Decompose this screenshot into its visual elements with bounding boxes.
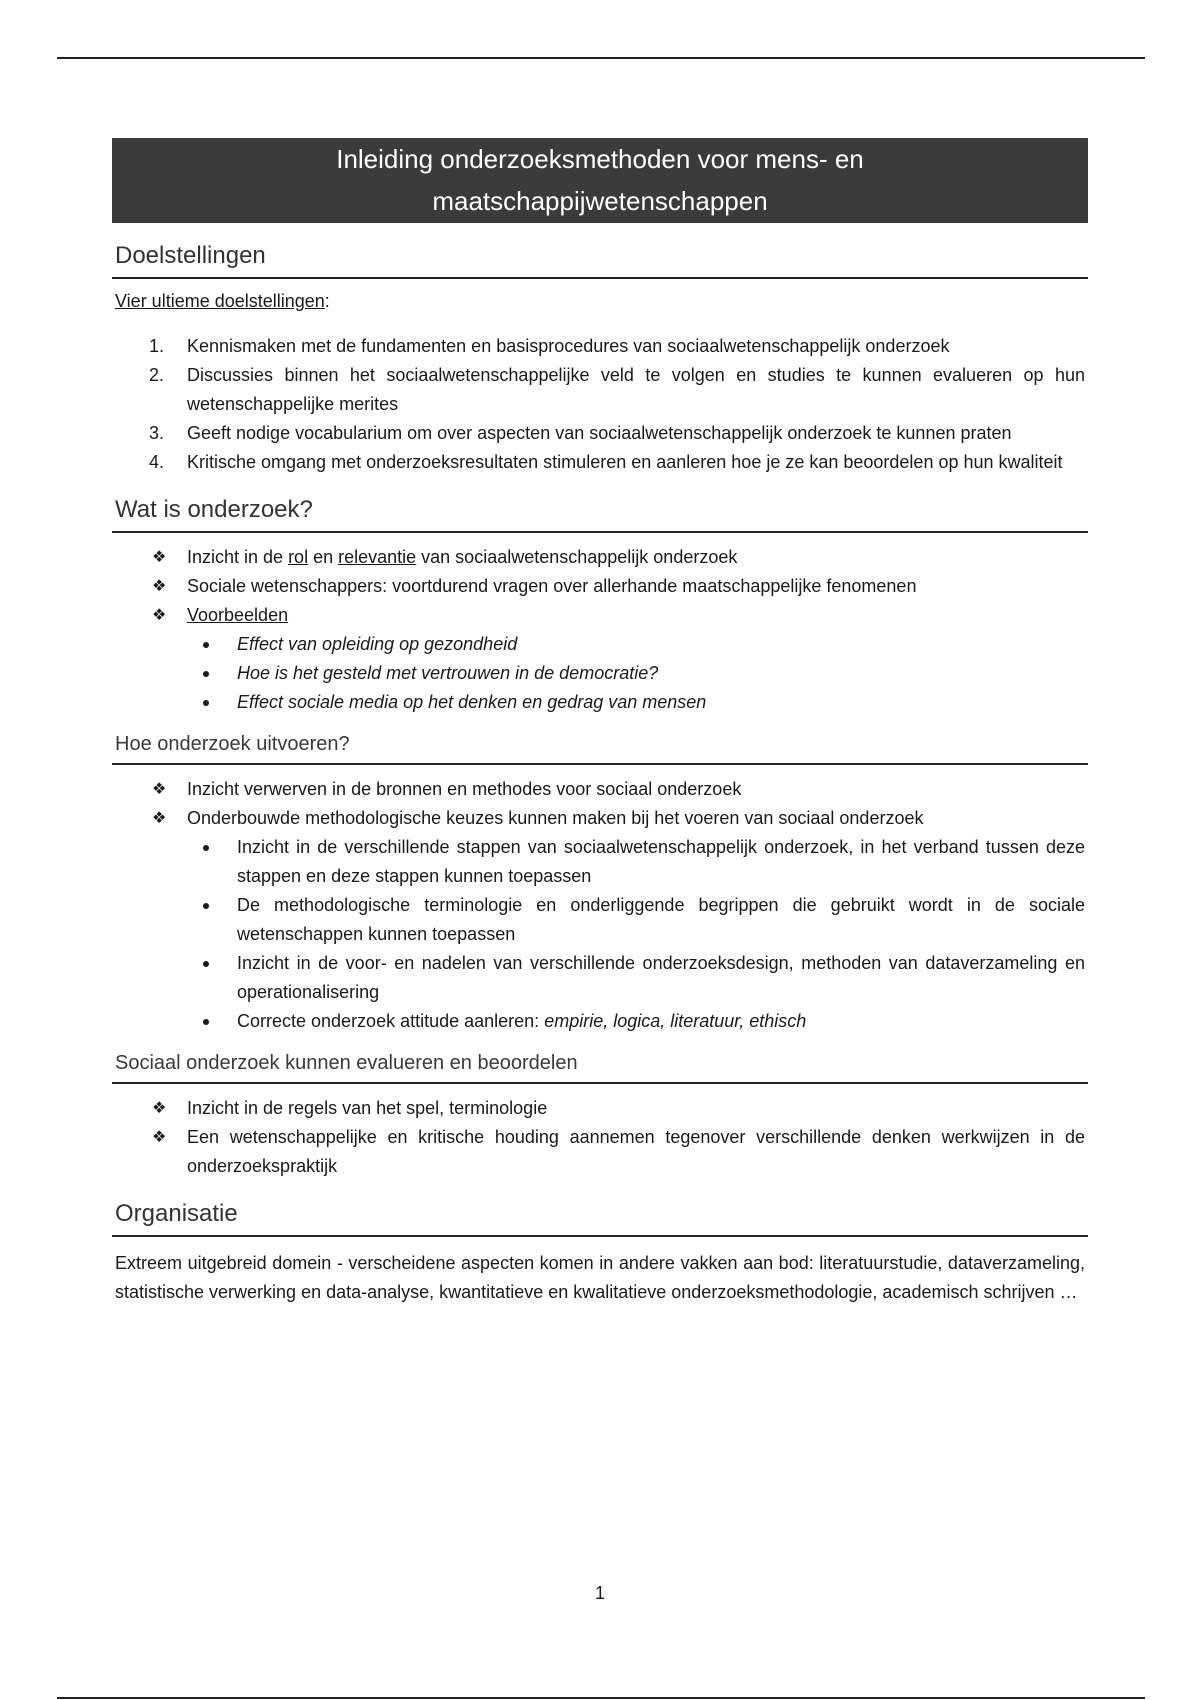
list-item-text: Inzicht in de regels van het spel, terminologie: [187, 1098, 548, 1118]
diamond-bullet-icon: ❖: [152, 549, 167, 566]
list-item: [112, 419, 1088, 448]
sub-list-item: [187, 630, 1085, 659]
page-number: 1: [594, 1583, 605, 1603]
list-item: [112, 804, 1088, 1036]
list-item-text: Onderbouwde methodologische keuzes kunnen maken bij het voeren van sociaal onderzoek: [187, 808, 924, 828]
sub-item-text: Inzicht in de voor- en nadelen van verschillende onderzoeksdesign, methoden van dataverzameling en operationalisering: [237, 953, 1085, 1002]
heading-rule: [112, 277, 1088, 279]
heading-rule: [112, 1235, 1088, 1237]
heading-wat-is-onderzoek: Wat is onderzoek?: [115, 496, 313, 523]
doelstellingen-intro-label: Vier ultieme doelstellingen: [115, 291, 325, 311]
diamond-bullet-icon: ❖: [152, 810, 167, 827]
examples-sublist: [187, 630, 1085, 717]
page-bottom-rule: [57, 1697, 1145, 1699]
list-number: 2.: [149, 365, 165, 385]
list-item-text: Kennismaken met de fundamenten en basisprocedures van sociaalwetenschappelijk onderzoek: [187, 336, 950, 356]
sub-list-item: [187, 949, 1085, 1007]
diamond-bullet-icon: ❖: [152, 1100, 167, 1117]
list-item: [112, 1123, 1088, 1181]
diamond-bullet-icon: ❖: [152, 578, 167, 595]
heading-rule: [112, 763, 1088, 765]
list-item-text: Kritische omgang met onderzoeksresultaten stimuleren en aanleren hoe je ze kan beoordelen op hun kwaliteit: [187, 452, 1063, 472]
sub-list-item: [187, 659, 1085, 688]
sub-item-italic: empirie, logica, literatuur, ethisch: [544, 1011, 807, 1031]
list-item: [112, 361, 1088, 419]
list-item: [112, 1094, 1088, 1123]
diamond-bullet-icon: ❖: [152, 781, 167, 798]
list-number: 1.: [149, 336, 165, 356]
document-page: [112, 138, 1088, 1307]
list-item-text: Sociale wetenschappers: voortdurend vragen over allerhande maatschappelijke fenomenen: [187, 576, 917, 596]
bullet-dot-icon: [203, 845, 209, 851]
bullet-dot-icon: [203, 961, 209, 967]
sub-list-item: [187, 688, 1085, 717]
bullet-dot-icon: [203, 903, 209, 909]
text-part: van sociaalwetenschappelijk onderzoek: [416, 547, 738, 567]
diamond-bullet-icon: ❖: [152, 607, 167, 624]
sub-list-item: [187, 833, 1085, 891]
list-item: [112, 543, 1088, 572]
bullet-dot-icon: [203, 642, 209, 648]
sub-item-text: De methodologische terminologie en onderliggende begrippen die gebruikt wordt in de sociale wetenschappen kunnen toepassen: [237, 895, 1085, 944]
list-number: 4.: [149, 452, 165, 472]
page-top-rule: [57, 57, 1145, 59]
bullet-dot-icon: [203, 1019, 209, 1025]
organisatie-paragraph: Extreem uitgebreid domein - verscheidene aspecten komen in andere vakken aan bod: literatuurstudie, dataverzameling, statistische verwerking en data-analyse, kwantitatieve en kwalitatieve onderzoeksmethodologie, academisch schrijven …: [115, 1253, 1085, 1302]
title-line-2: maatschappijwetenschappen: [432, 186, 768, 216]
list-item-text: Inzicht verwerven in de bronnen en methodes voor sociaal onderzoek: [187, 779, 742, 799]
list-item: [112, 775, 1088, 804]
list-item: [112, 448, 1088, 477]
underlined-term-rol: rol: [288, 547, 309, 567]
sub-list-item: [187, 891, 1085, 949]
heading-doelstellingen: Doelstellingen: [115, 242, 266, 269]
example-text: Hoe is het gesteld met vertrouwen in de democratie?: [237, 663, 659, 683]
list-item: [112, 601, 1088, 717]
heading-organisatie: Organisatie: [115, 1200, 238, 1227]
sub-item-text: Correcte onderzoek attitude aanleren:: [237, 1011, 545, 1031]
sub-item-text: Inzicht in de verschillende stappen van sociaalwetenschappelijk onderzoek, in het verband tussen deze stappen en deze stappen kunnen toepassen: [237, 837, 1085, 886]
list-item-text: Geeft nodige vocabularium om over aspecten van sociaalwetenschappelijk onderzoek te kunnen praten: [187, 423, 1012, 443]
list-number: 3.: [149, 423, 165, 443]
example-text: Effect sociale media op het denken en gedrag van mensen: [237, 692, 707, 712]
list-item-text: Discussies binnen het sociaalwetenschappelijke veld te volgen en studies te kunnen evalueren op hun wetenschappelijke merites: [187, 365, 1085, 414]
list-item: [112, 572, 1088, 601]
list-item: [112, 332, 1088, 361]
diamond-bullet-icon: ❖: [152, 1129, 167, 1146]
hoe-sublist: [187, 833, 1085, 1036]
heading-rule: [112, 1082, 1088, 1084]
title-line-1: Inleiding onderzoeksmethoden voor mens- en: [336, 144, 864, 174]
bullet-dot-icon: [203, 671, 209, 677]
text-part: en: [308, 547, 339, 567]
hoe-list: [112, 775, 1088, 1036]
example-text: Effect van opleiding op gezondheid: [237, 634, 518, 654]
text-part: Inzicht in de: [187, 547, 289, 567]
bullet-dot-icon: [203, 700, 209, 706]
doelstellingen-list: [112, 332, 1088, 477]
list-item-text: Een wetenschappelijke en kritische houding aannemen tegenover verschillende denken werkwijzen in de onderzoekspraktijk: [187, 1127, 1085, 1176]
sub-list-item: [187, 1007, 1085, 1036]
doelstellingen-intro-colon: :: [324, 291, 330, 311]
sociaal-list: [112, 1094, 1088, 1181]
document-title-banner: [112, 138, 1088, 223]
heading-sociaal-onderzoek: Sociaal onderzoek kunnen evalueren en beoordelen: [115, 1052, 578, 1074]
wat-is-list: [112, 543, 1088, 717]
underlined-term-relevantie: relevantie: [338, 547, 417, 567]
doelstellingen-intro: [115, 291, 1088, 312]
heading-hoe-onderzoek-uitvoeren: Hoe onderzoek uitvoeren?: [115, 733, 350, 755]
voorbeelden-label: Voorbeelden: [187, 605, 289, 625]
heading-rule: [112, 531, 1088, 533]
